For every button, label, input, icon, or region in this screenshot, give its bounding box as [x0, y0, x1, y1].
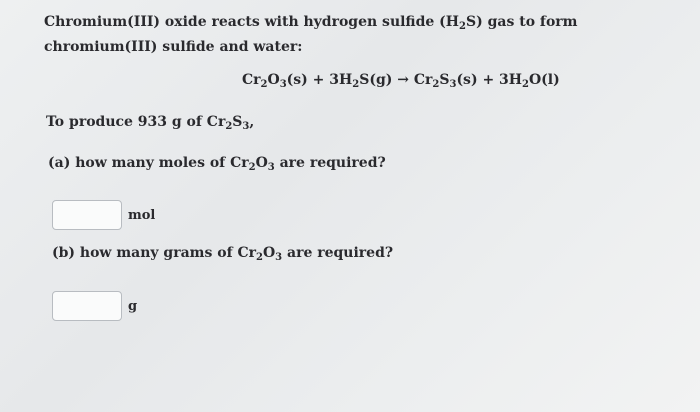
question-a-text: (a) how many moles of Cr	[48, 155, 249, 171]
moles-answer-input[interactable]	[52, 200, 122, 230]
produce-subscript: 2	[225, 121, 233, 132]
produce-text: To produce 933 g of Cr	[46, 114, 226, 130]
question-b-text: (b) how many grams of Cr	[52, 245, 256, 261]
eq-subscript: 2	[522, 79, 529, 90]
question-b-text: O	[262, 245, 276, 261]
question-a-text: are required?	[274, 155, 386, 171]
question-a-subscript: 3	[267, 162, 275, 173]
problem-intro	[44, 10, 664, 60]
answer-row-b	[52, 291, 137, 321]
question-b	[52, 245, 393, 261]
produce-text: ,	[249, 114, 255, 130]
question-b-text: are required?	[282, 245, 394, 261]
eq-subscript: 2	[432, 79, 440, 90]
eq-text: S(g) → Cr	[359, 72, 433, 88]
question-a	[48, 155, 386, 171]
answer-row-a	[52, 200, 155, 230]
intro-subscript: 2	[459, 21, 467, 32]
produce-statement	[46, 114, 254, 130]
eq-subscript: 2	[260, 79, 268, 90]
chemical-equation	[242, 72, 560, 88]
produce-text: S	[232, 114, 243, 130]
intro-text-1: Chromium(III) oxide reacts with hydrogen sulfide (H	[44, 14, 460, 30]
question-b-subscript: 2	[255, 252, 263, 263]
question-a-text: O	[255, 155, 268, 171]
eq-subscript: 3	[449, 79, 457, 90]
eq-text: Cr	[242, 72, 261, 88]
grams-unit-label: g	[128, 298, 138, 314]
eq-text: O	[267, 72, 280, 88]
question-a-subscript: 2	[248, 162, 256, 173]
eq-text: S	[439, 72, 450, 88]
eq-text: (s) + 3H	[456, 72, 523, 88]
grams-answer-input[interactable]	[52, 291, 122, 321]
eq-text: (s) + 3H	[286, 72, 353, 88]
eq-subscript: 3	[279, 79, 287, 90]
eq-subscript: 2	[352, 79, 360, 90]
moles-unit-label: mol	[128, 207, 156, 223]
produce-subscript: 3	[242, 121, 250, 132]
intro-text-2: S) gas to form chromium(III) sulfide and water:	[44, 14, 578, 55]
eq-text: O(l)	[528, 72, 560, 88]
question-b-subscript: 3	[275, 252, 283, 263]
